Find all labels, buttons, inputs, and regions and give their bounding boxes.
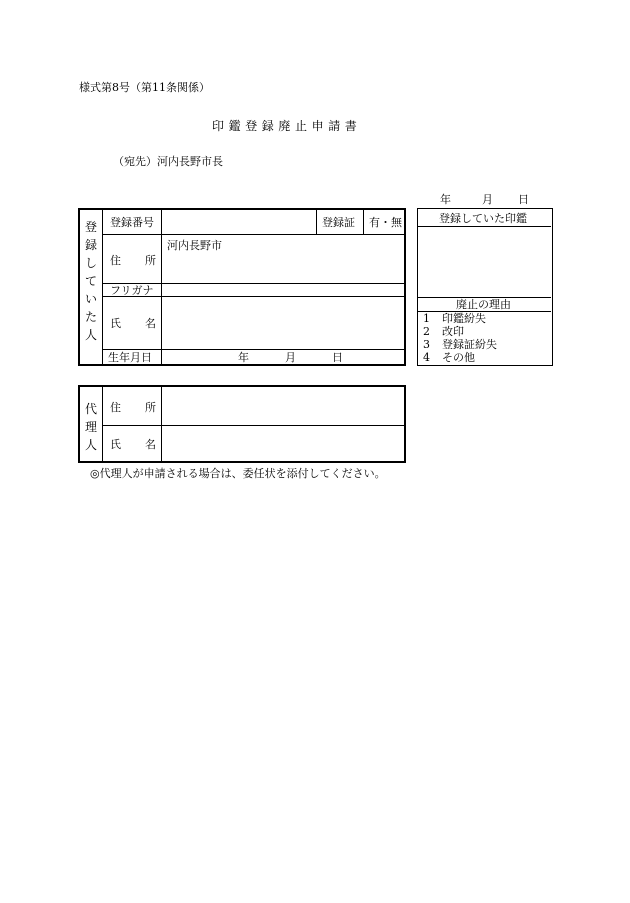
birth-date-label: 生年月日 xyxy=(108,351,152,364)
registered-seal-label: 登録していた印鑑 xyxy=(439,212,527,225)
agent-table xyxy=(78,385,406,463)
date-year-label: 年 xyxy=(440,193,451,206)
birth-month-label: 月 xyxy=(285,351,296,364)
furigana-label: フリガナ xyxy=(110,284,154,297)
furigana-field[interactable] xyxy=(164,285,402,295)
certificate-value[interactable]: 有・無 xyxy=(369,216,402,229)
agent-name-label-1: 氏 xyxy=(110,438,121,451)
application-date xyxy=(440,194,529,205)
seal-impression-area[interactable] xyxy=(420,229,549,295)
agent-address-label-2: 所 xyxy=(145,401,156,414)
name-field[interactable] xyxy=(164,299,402,347)
reason-item[interactable]: 2 改印 xyxy=(423,325,464,338)
reason-item[interactable]: 1 印鑑紛失 xyxy=(423,312,486,325)
registrant-side-label: 登 録 し て い た 人 xyxy=(84,220,97,342)
agent-address-label-1: 住 xyxy=(110,401,121,414)
registration-number-field[interactable] xyxy=(164,212,314,232)
agent-name-label-2: 名 xyxy=(145,438,156,451)
reason-item[interactable]: 3 登録証紛失 xyxy=(423,338,497,351)
registrant-table xyxy=(78,208,406,366)
agent-address-field[interactable] xyxy=(164,389,402,423)
document-title: 印鑑登録廃止申請書 xyxy=(212,119,362,133)
address-prefill[interactable]: 河内長野市 xyxy=(167,239,222,252)
agent-side-label: 代 理 人 xyxy=(84,402,97,452)
date-day-label: 日 xyxy=(518,193,529,206)
address-label-2: 所 xyxy=(145,254,156,267)
addressee: （宛先）河内長野市長 xyxy=(113,155,223,168)
address-label-1: 住 xyxy=(110,254,121,267)
reason-label: 廃止の理由 xyxy=(456,298,511,311)
name-label-1: 氏 xyxy=(110,317,121,330)
registration-number-label: 登録番号 xyxy=(110,216,154,229)
name-label-2: 名 xyxy=(145,317,156,330)
form-number: 様式第8号（第11条関係） xyxy=(79,81,210,94)
birth-day-label: 日 xyxy=(332,351,343,364)
agent-name-field[interactable] xyxy=(164,428,402,460)
birth-year-label: 年 xyxy=(238,351,249,364)
seal-reason-box xyxy=(417,208,553,366)
date-month-label: 月 xyxy=(482,193,493,206)
proxy-note: ◎代理人が申請される場合は、委任状を添付してください。 xyxy=(90,467,386,480)
reason-item[interactable]: 4 その他 xyxy=(423,351,475,364)
certificate-label: 登録証 xyxy=(322,216,355,229)
